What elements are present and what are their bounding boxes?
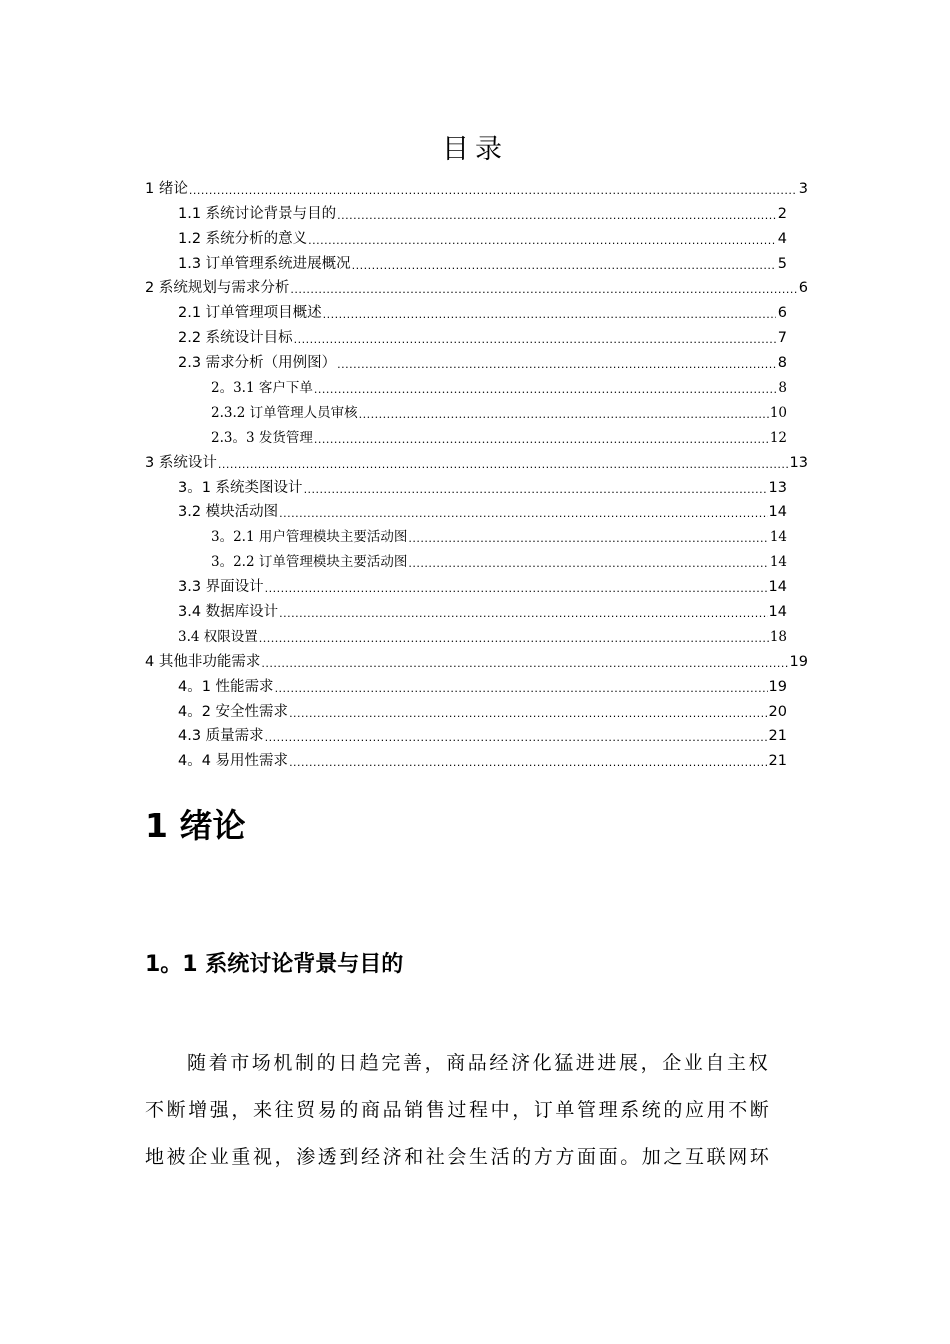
- toc-entry[interactable]: [145, 572, 808, 597]
- toc-leader-dots: [290, 282, 797, 298]
- toc-entry-text: 1.2 系统分析的意义: [178, 230, 308, 247]
- toc-entry-text: 2.1 订单管理项目概述: [178, 305, 322, 322]
- toc-entry-text: 3。2.1 用户管理模块主要活动图: [211, 529, 408, 546]
- toc-entry-text: 4.3 质量需求: [178, 728, 264, 745]
- toc-entry-text: 1 绪论: [145, 180, 188, 197]
- toc-leader-dots: [261, 656, 788, 672]
- toc-page-number: 19: [768, 678, 787, 695]
- toc-entry-text: 4。1 性能需求: [178, 678, 274, 695]
- paragraph-line: 地被企业重视，渗透到经济和社会生活的方方面面。加之互联网环: [145, 1146, 772, 1168]
- toc-entry-text: 2 系统规划与需求分析: [145, 280, 290, 297]
- toc-leader-dots: [259, 631, 769, 647]
- toc-page-number: 10: [769, 404, 787, 421]
- toc-entry-text: 4。2 安全性需求: [178, 703, 289, 720]
- toc-page-number: 21: [768, 728, 787, 745]
- toc-entry-text: 3 系统设计: [145, 454, 217, 471]
- toc-page-number: 5: [777, 255, 787, 272]
- toc-leader-dots: [279, 606, 767, 622]
- toc-page-number: 14: [768, 604, 787, 621]
- toc-entry-text: 1.3 订单管理系统进展概况: [178, 255, 351, 272]
- toc-leader-dots: [337, 357, 776, 373]
- toc-leader-dots: [323, 307, 776, 323]
- toc-entry[interactable]: [145, 498, 808, 523]
- toc-page-number: 13: [789, 454, 808, 471]
- toc-page-number: 19: [789, 653, 808, 670]
- toc-entry[interactable]: [145, 398, 808, 423]
- toc-entry-text: 3.4 数据库设计: [178, 604, 279, 621]
- paragraph-line: 随着市场机制的日趋完善，商品经济化猛进进展，企业自主权: [187, 1052, 771, 1074]
- toc-leader-dots: [294, 332, 776, 348]
- toc-leader-dots: [189, 183, 797, 199]
- toc-entry[interactable]: [145, 448, 808, 473]
- toc-page-number: 18: [769, 628, 787, 645]
- toc-leader-dots: [337, 208, 776, 224]
- toc-leader-dots: [352, 258, 776, 274]
- toc-page-number: 8: [777, 355, 787, 372]
- toc-leader-dots: [265, 581, 768, 597]
- toc-page-number: 2: [777, 205, 787, 222]
- toc-leader-dots: [314, 432, 769, 448]
- toc-leader-dots: [289, 755, 767, 771]
- toc-entry[interactable]: [145, 373, 808, 398]
- toc-page-number: 13: [768, 479, 787, 496]
- toc-page-number: 14: [768, 504, 787, 521]
- toc-page-number: 14: [768, 579, 787, 596]
- toc-entry[interactable]: [145, 423, 808, 448]
- toc-page-number: 14: [769, 529, 787, 546]
- toc-page-number: 8: [778, 380, 787, 397]
- table-of-contents: [145, 174, 808, 771]
- toc-entry[interactable]: [145, 473, 808, 498]
- toc-page-number: 6: [798, 280, 808, 297]
- toc-entry-text: 2.3。3 发货管理: [211, 429, 313, 446]
- chapter-heading: 1 绪论: [145, 806, 246, 845]
- toc-entry[interactable]: [145, 174, 808, 199]
- toc-leader-dots: [265, 730, 768, 746]
- toc-leader-dots: [218, 457, 789, 473]
- toc-entry[interactable]: [145, 597, 808, 622]
- toc-page-number: 20: [768, 703, 787, 720]
- paragraph-line: 不断增强，来往贸易的商品销售过程中，订单管理系统的应用不断: [145, 1099, 772, 1121]
- toc-title: 目录: [442, 134, 508, 165]
- toc-page-number: 6: [777, 305, 787, 322]
- toc-entry-text: 2.2 系统设计目标: [178, 330, 293, 347]
- toc-entry-text: 2.3.2 订单管理人员审核: [211, 404, 358, 421]
- toc-entry[interactable]: [145, 746, 808, 771]
- toc-page-number: 12: [769, 429, 787, 446]
- toc-entry-text: 4。4 易用性需求: [178, 753, 289, 770]
- body-paragraph: [145, 1040, 795, 1181]
- toc-entry-text: 3。2.2 订单管理模块主要活动图: [211, 554, 408, 571]
- toc-leader-dots: [279, 506, 767, 522]
- toc-leader-dots: [275, 681, 768, 697]
- toc-entry-text: 3。1 系统类图设计: [178, 479, 303, 496]
- toc-entry-text: 3.2 模块活动图: [178, 504, 279, 521]
- toc-entry[interactable]: [145, 199, 808, 224]
- toc-leader-dots: [359, 407, 769, 423]
- toc-entry[interactable]: [145, 722, 808, 747]
- toc-leader-dots: [408, 531, 768, 547]
- toc-entry[interactable]: [145, 697, 808, 722]
- toc-leader-dots: [314, 382, 776, 398]
- toc-entry[interactable]: [145, 298, 808, 323]
- toc-entry-text: 4 其他非功能需求: [145, 653, 261, 670]
- toc-leader-dots: [408, 556, 768, 572]
- toc-entry[interactable]: [145, 622, 808, 647]
- toc-page-number: 7: [777, 330, 787, 347]
- toc-leader-dots: [308, 233, 776, 249]
- toc-entry[interactable]: [145, 547, 808, 572]
- section-heading: 1。1 系统讨论背景与目的: [145, 952, 404, 977]
- toc-entry[interactable]: [145, 348, 808, 373]
- toc-entry[interactable]: [145, 224, 808, 249]
- toc-page-number: 14: [769, 554, 787, 571]
- toc-entry[interactable]: [145, 647, 808, 672]
- toc-page-number: 21: [768, 753, 787, 770]
- toc-entry[interactable]: [145, 274, 808, 299]
- toc-entry-text: 2。3.1 客户下单: [211, 380, 313, 397]
- toc-leader-dots: [304, 482, 768, 498]
- toc-page-number: 4: [777, 230, 787, 247]
- toc-entry[interactable]: [145, 249, 808, 274]
- toc-page-number: 3: [798, 180, 808, 197]
- toc-entry[interactable]: [145, 522, 808, 547]
- toc-entry-text: 2.3 需求分析（用例图）: [178, 355, 337, 372]
- toc-leader-dots: [289, 706, 767, 722]
- toc-entry[interactable]: [145, 672, 808, 697]
- toc-entry[interactable]: [145, 323, 808, 348]
- toc-entry-text: 1.1 系统讨论背景与目的: [178, 205, 337, 222]
- toc-entry-text: 3.4 权限设置: [178, 628, 258, 645]
- toc-entry-text: 3.3 界面设计: [178, 579, 264, 596]
